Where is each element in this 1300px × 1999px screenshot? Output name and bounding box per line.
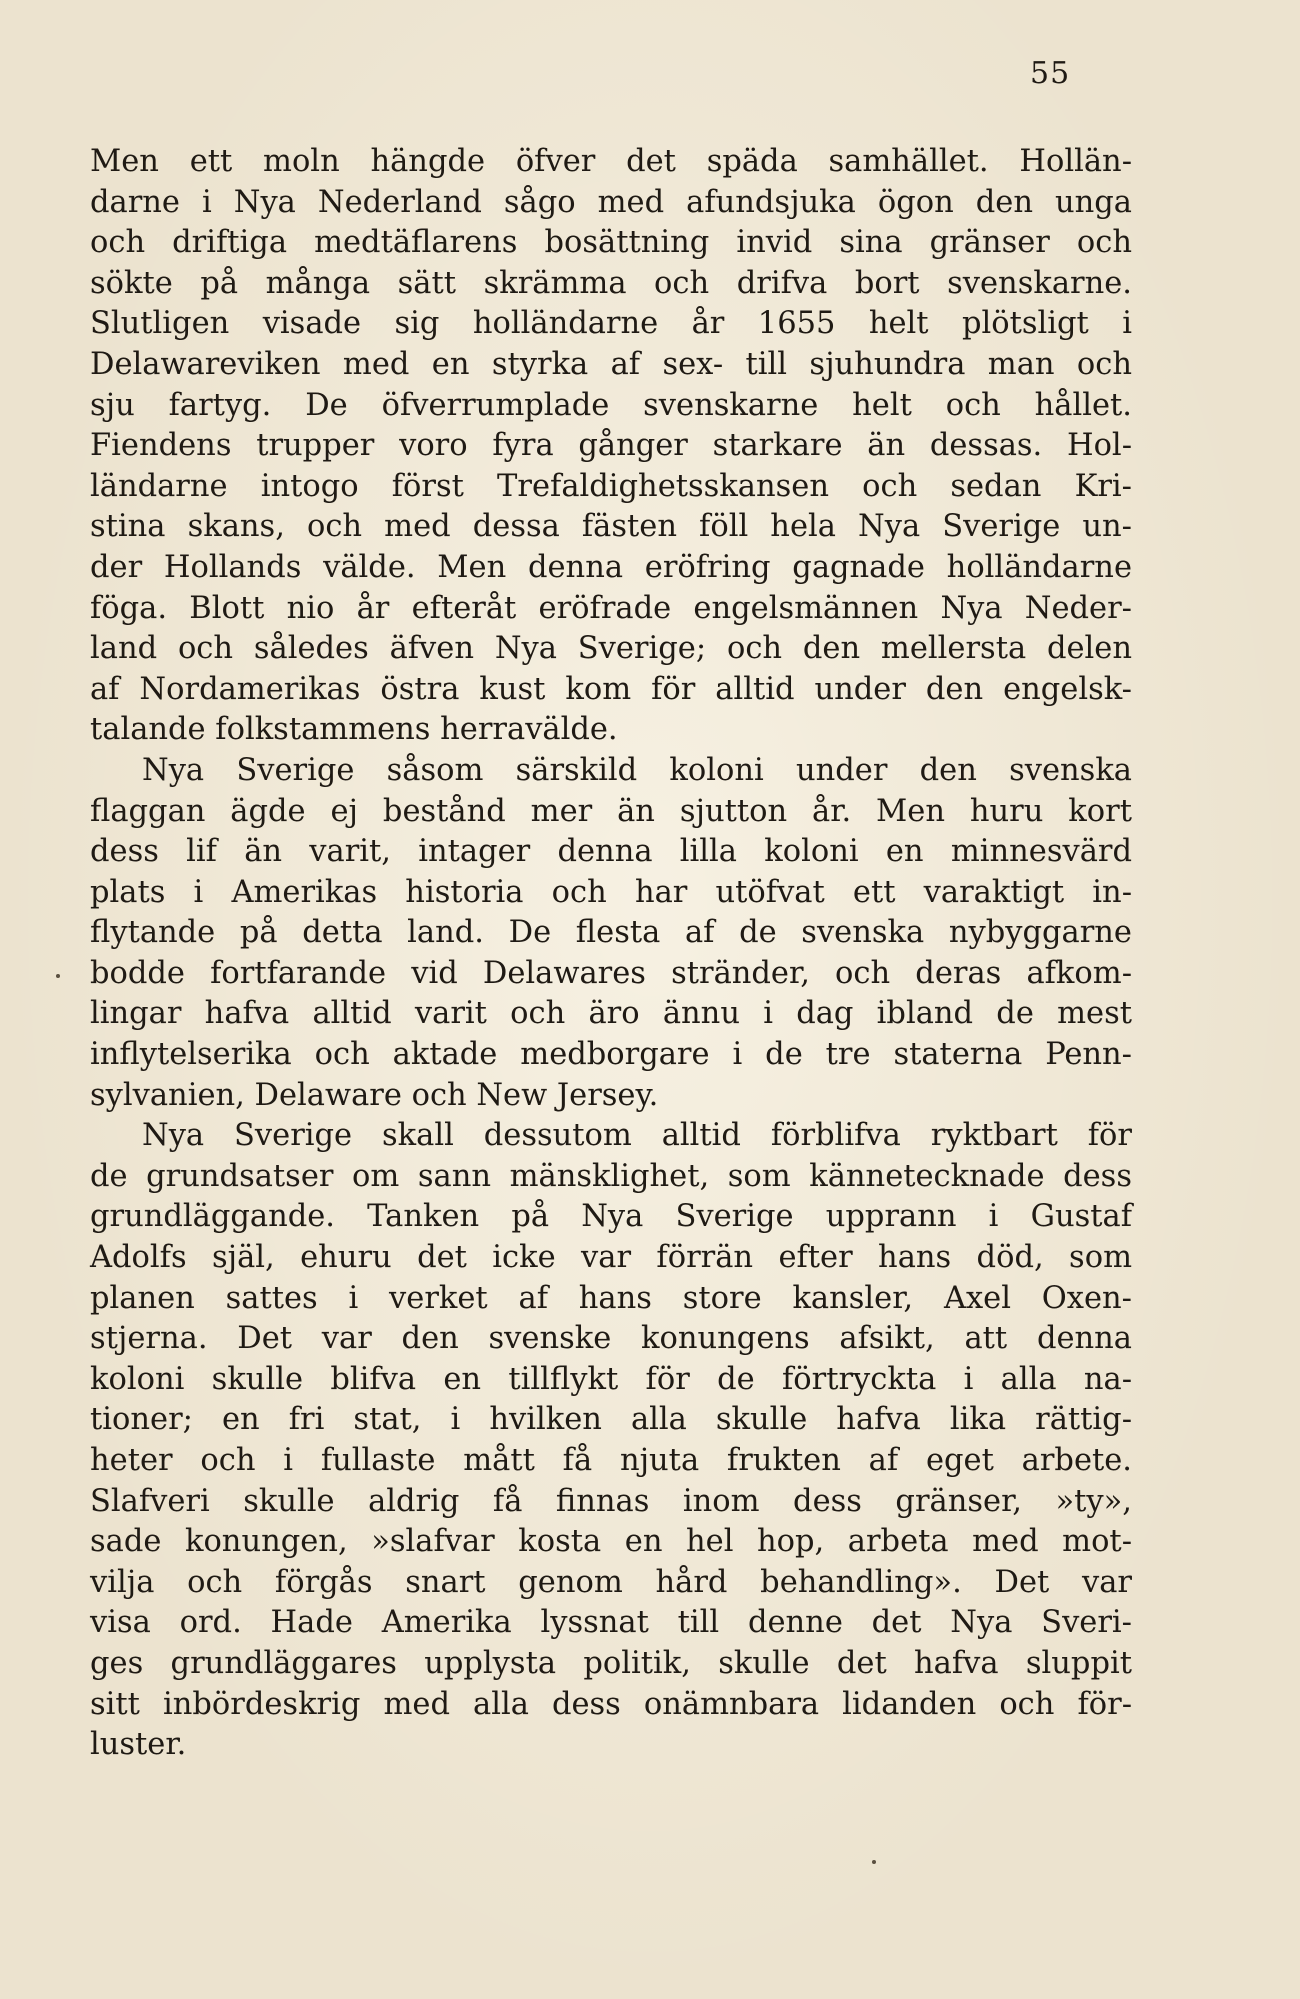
text-line: Men ett moln hängde öfver det späda samhället. Hollän- [90,144,1132,179]
text-line: stina skans, och med dessa fästen föll hela Nya Sverige un- [90,509,1132,545]
text-line: tioner; en fri stat, i hvilken alla skulle hafva lika rättig- [90,1402,1132,1438]
text-line: vilja och förgås snart genom hård behandling». Det var [90,1564,1132,1600]
text-line: sylvanien, Delaware och New Jersey. [90,1077,659,1113]
text-line: flytande på detta land. De flesta af de svenska nybyggarne [90,915,1132,951]
text-line: darne i Nya Nederland sågo med afundsjuka ögon den unga [90,184,1132,220]
text-line: land och således äfven Nya Sverige; och den mellersta delen [90,631,1132,667]
text-line: och driftiga medtäflarens bosättning invid sina gränser och [90,225,1132,261]
text-line: talande folkstammens herravälde. [90,712,618,748]
print-speck [56,974,60,978]
text-line: ges grundläggares upplysta politik, skulle det hafva sluppit [90,1645,1132,1681]
text-line: Nya Sverige skall dessutom alltid förblifva ryktbart för [142,1118,1132,1154]
text-line: ländarne intogo först Trefaldighetsskansen och sedan Kri- [90,468,1132,504]
text-line: Adolfs själ, ehuru det icke var förrän efter hans död, som [90,1240,1132,1276]
text-line: Slutligen visade sig holländarne år 1655 helt plötsligt i [90,306,1132,342]
text-line: flaggan ägde ej bestånd mer än sjutton år. Men huru kort [90,793,1132,829]
text-line: af Nordamerikas östra kust kom för alltid under den engelsk- [90,671,1132,707]
text-line: lingar hafva alltid varit och äro ännu i dag ibland de mest [90,996,1132,1032]
text-line: planen sattes i verket af hans store kansler, Axel Oxen- [90,1280,1132,1316]
text-line: der Hollands välde. Men denna eröfring gagnade holländarne [90,549,1132,585]
text-line: Fiendens trupper voro fyra gånger starkare än dessas. Hol- [90,428,1132,464]
text-line: Slafveri skulle aldrig få finnas inom dess gränser, »ty», [90,1483,1132,1519]
text-line: stjerna. Det var den svenske konungens afsikt, att denna [90,1321,1132,1357]
text-line: de grundsatser om sann mänsklighet, som kännetecknade dess [90,1158,1132,1194]
text-line: heter och i fullaste mått få njuta frukten af eget arbete. [90,1443,1132,1478]
text-line: föga. Blott nio år efteråt eröfrade engelsmännen Nya Neder- [90,590,1132,626]
text-line: bodde fortfarande vid Delawares stränder, och deras afkom- [90,955,1132,991]
text-line: Delawareviken med en styrka af sex- till sjuhundra man och [90,346,1132,382]
text-line: dess lif än varit, intager denna lilla koloni en minnesvärd [90,834,1132,870]
text-line: sade konungen, »slafvar kosta en hel hop, arbeta med mot- [90,1524,1132,1560]
text-line: Nya Sverige såsom särskild koloni under den svenska [142,752,1132,788]
text-line: inflytelserika och aktade medborgare i de tre staterna Penn- [90,1037,1132,1073]
text-line: sitt inbördeskrig med alla dess onämnbara lidanden och för- [90,1686,1132,1722]
body-text [90,142,1132,1766]
text-line: grundläggande. Tanken på Nya Sverige upprann i Gustaf [90,1199,1132,1235]
text-line: plats i Amerikas historia och har utöfvat ett varaktigt in- [90,874,1132,910]
text-line: visa ord. Hade Amerika lyssnat till denne det Nya Sveri- [90,1605,1132,1641]
page-number: 55 [1030,56,1071,91]
text-line: koloni skulle blifva en tillflykt för de förtryckta i alla na- [90,1361,1132,1397]
text-line: sökte på många sätt skrämma och drifva bort svenskarne. [90,265,1132,301]
text-line: luster. [90,1727,187,1763]
text-line: sju fartyg. De öfverrumplade svenskarne helt och hållet. [90,387,1132,423]
print-speck [872,1860,876,1864]
